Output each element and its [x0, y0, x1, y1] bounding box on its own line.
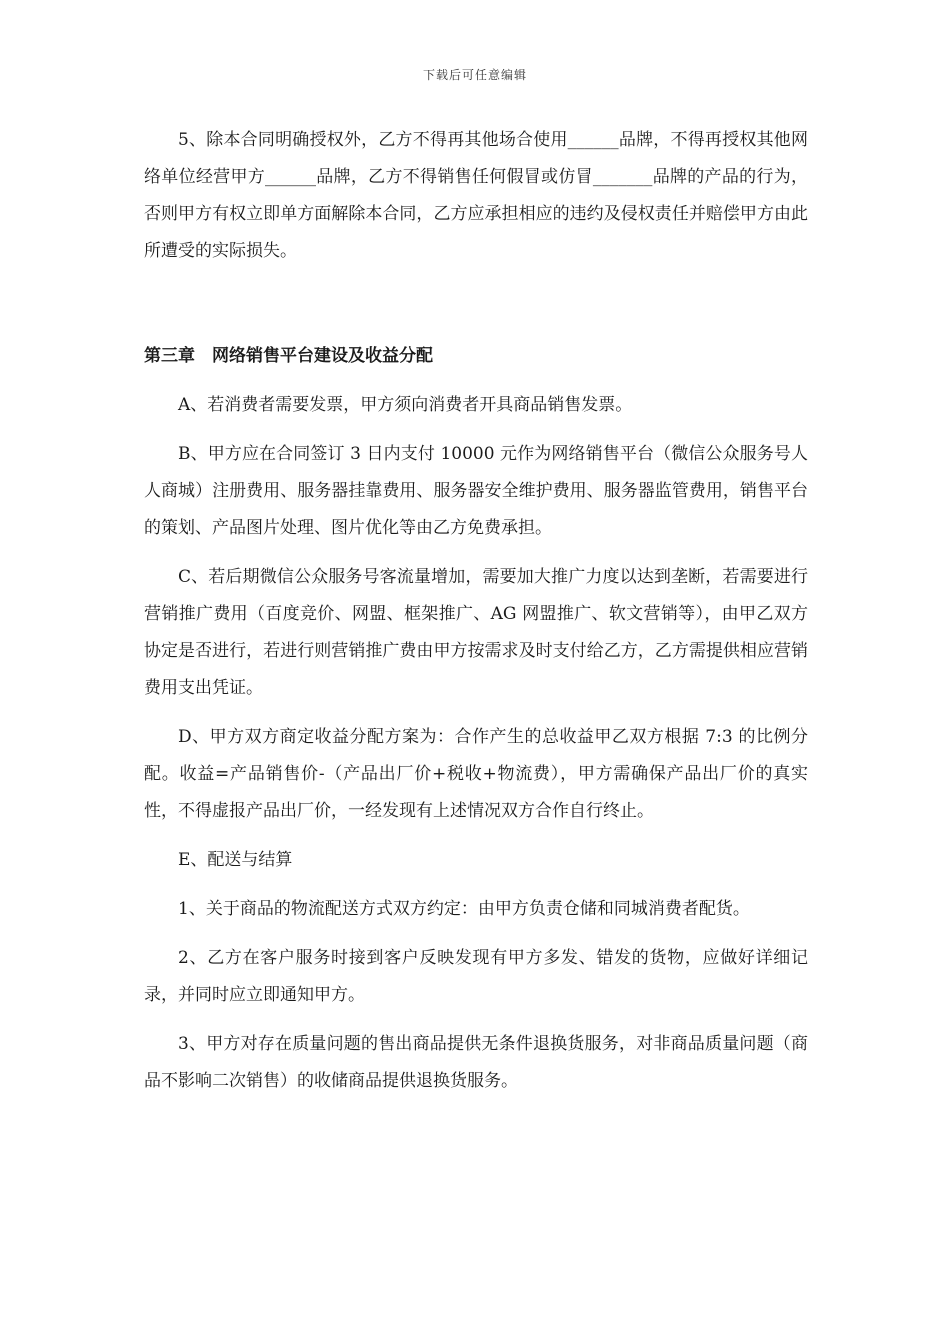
- chapter-title: 第三章 网络销售平台建设及收益分配: [144, 346, 433, 366]
- item-a: A、若消费者需要发票，甲方须向消费者开具商品销售发票。: [178, 395, 633, 415]
- sub-item-2: 2、乙方在客户服务时接到客户反映发现有甲方多发、错发的货物，应做好详细记录，并同时应立即通知甲方。: [144, 948, 808, 1005]
- item-e: E、配送与结算: [178, 850, 293, 870]
- page-header: 下载后可任意编辑: [422, 68, 527, 82]
- item-d: D、甲方双方商定收益分配方案为：合作产生的总收益甲乙双方根据 7:3 的比例分配。收益=产品销售价-（产品出厂价+税收+物流费），甲方需确保产品出厂价的真实性，不得虚报产品出厂价，一经发现有上述情况双方合作自行终止。: [144, 727, 808, 821]
- sub-item-1: 1、关于商品的物流配送方式双方约定：由甲方负责仓储和同城消费者配货。: [178, 899, 750, 919]
- paragraph-5: 5、除本合同明确授权外，乙方不得再其他场合使用______品牌，不得再授权其他网络单位经营甲方______品牌，乙方不得销售任何假冒或仿冒_______品牌的产品的行为，否则甲方有权立即单方面解除本合同，乙方应承担相应的违约及侵权责任并赔偿甲方由此所遭受的实际损失。: [144, 130, 808, 261]
- sub-item-3: 3、甲方对存在质量问题的售出商品提供无条件退换货服务，对非商品质量问题（商品不影响二次销售）的收储商品提供退换货服务。: [144, 1034, 808, 1091]
- item-b: B、甲方应在合同签订 3 日内支付 10000 元作为网络销售平台（微信公众服务号人人商城）注册费用、服务器挂靠费用、服务器安全维护费用、服务器监管费用，销售平台的策划、产品图片处理、图片优化等由乙方免费承担。: [144, 444, 808, 538]
- item-c: C、若后期微信公众服务号客流量增加，需要加大推广力度以达到垄断，若需要进行营销推广费用（百度竞价、网盟、框架推广、AG 网盟推广、软文营销等），由甲乙双方协定是否进行，若进行则营销推广费由甲方按需求及时支付给乙方，乙方需提供相应营销费用支出凭证。: [144, 567, 808, 698]
- document-body: [144, 122, 808, 1112]
